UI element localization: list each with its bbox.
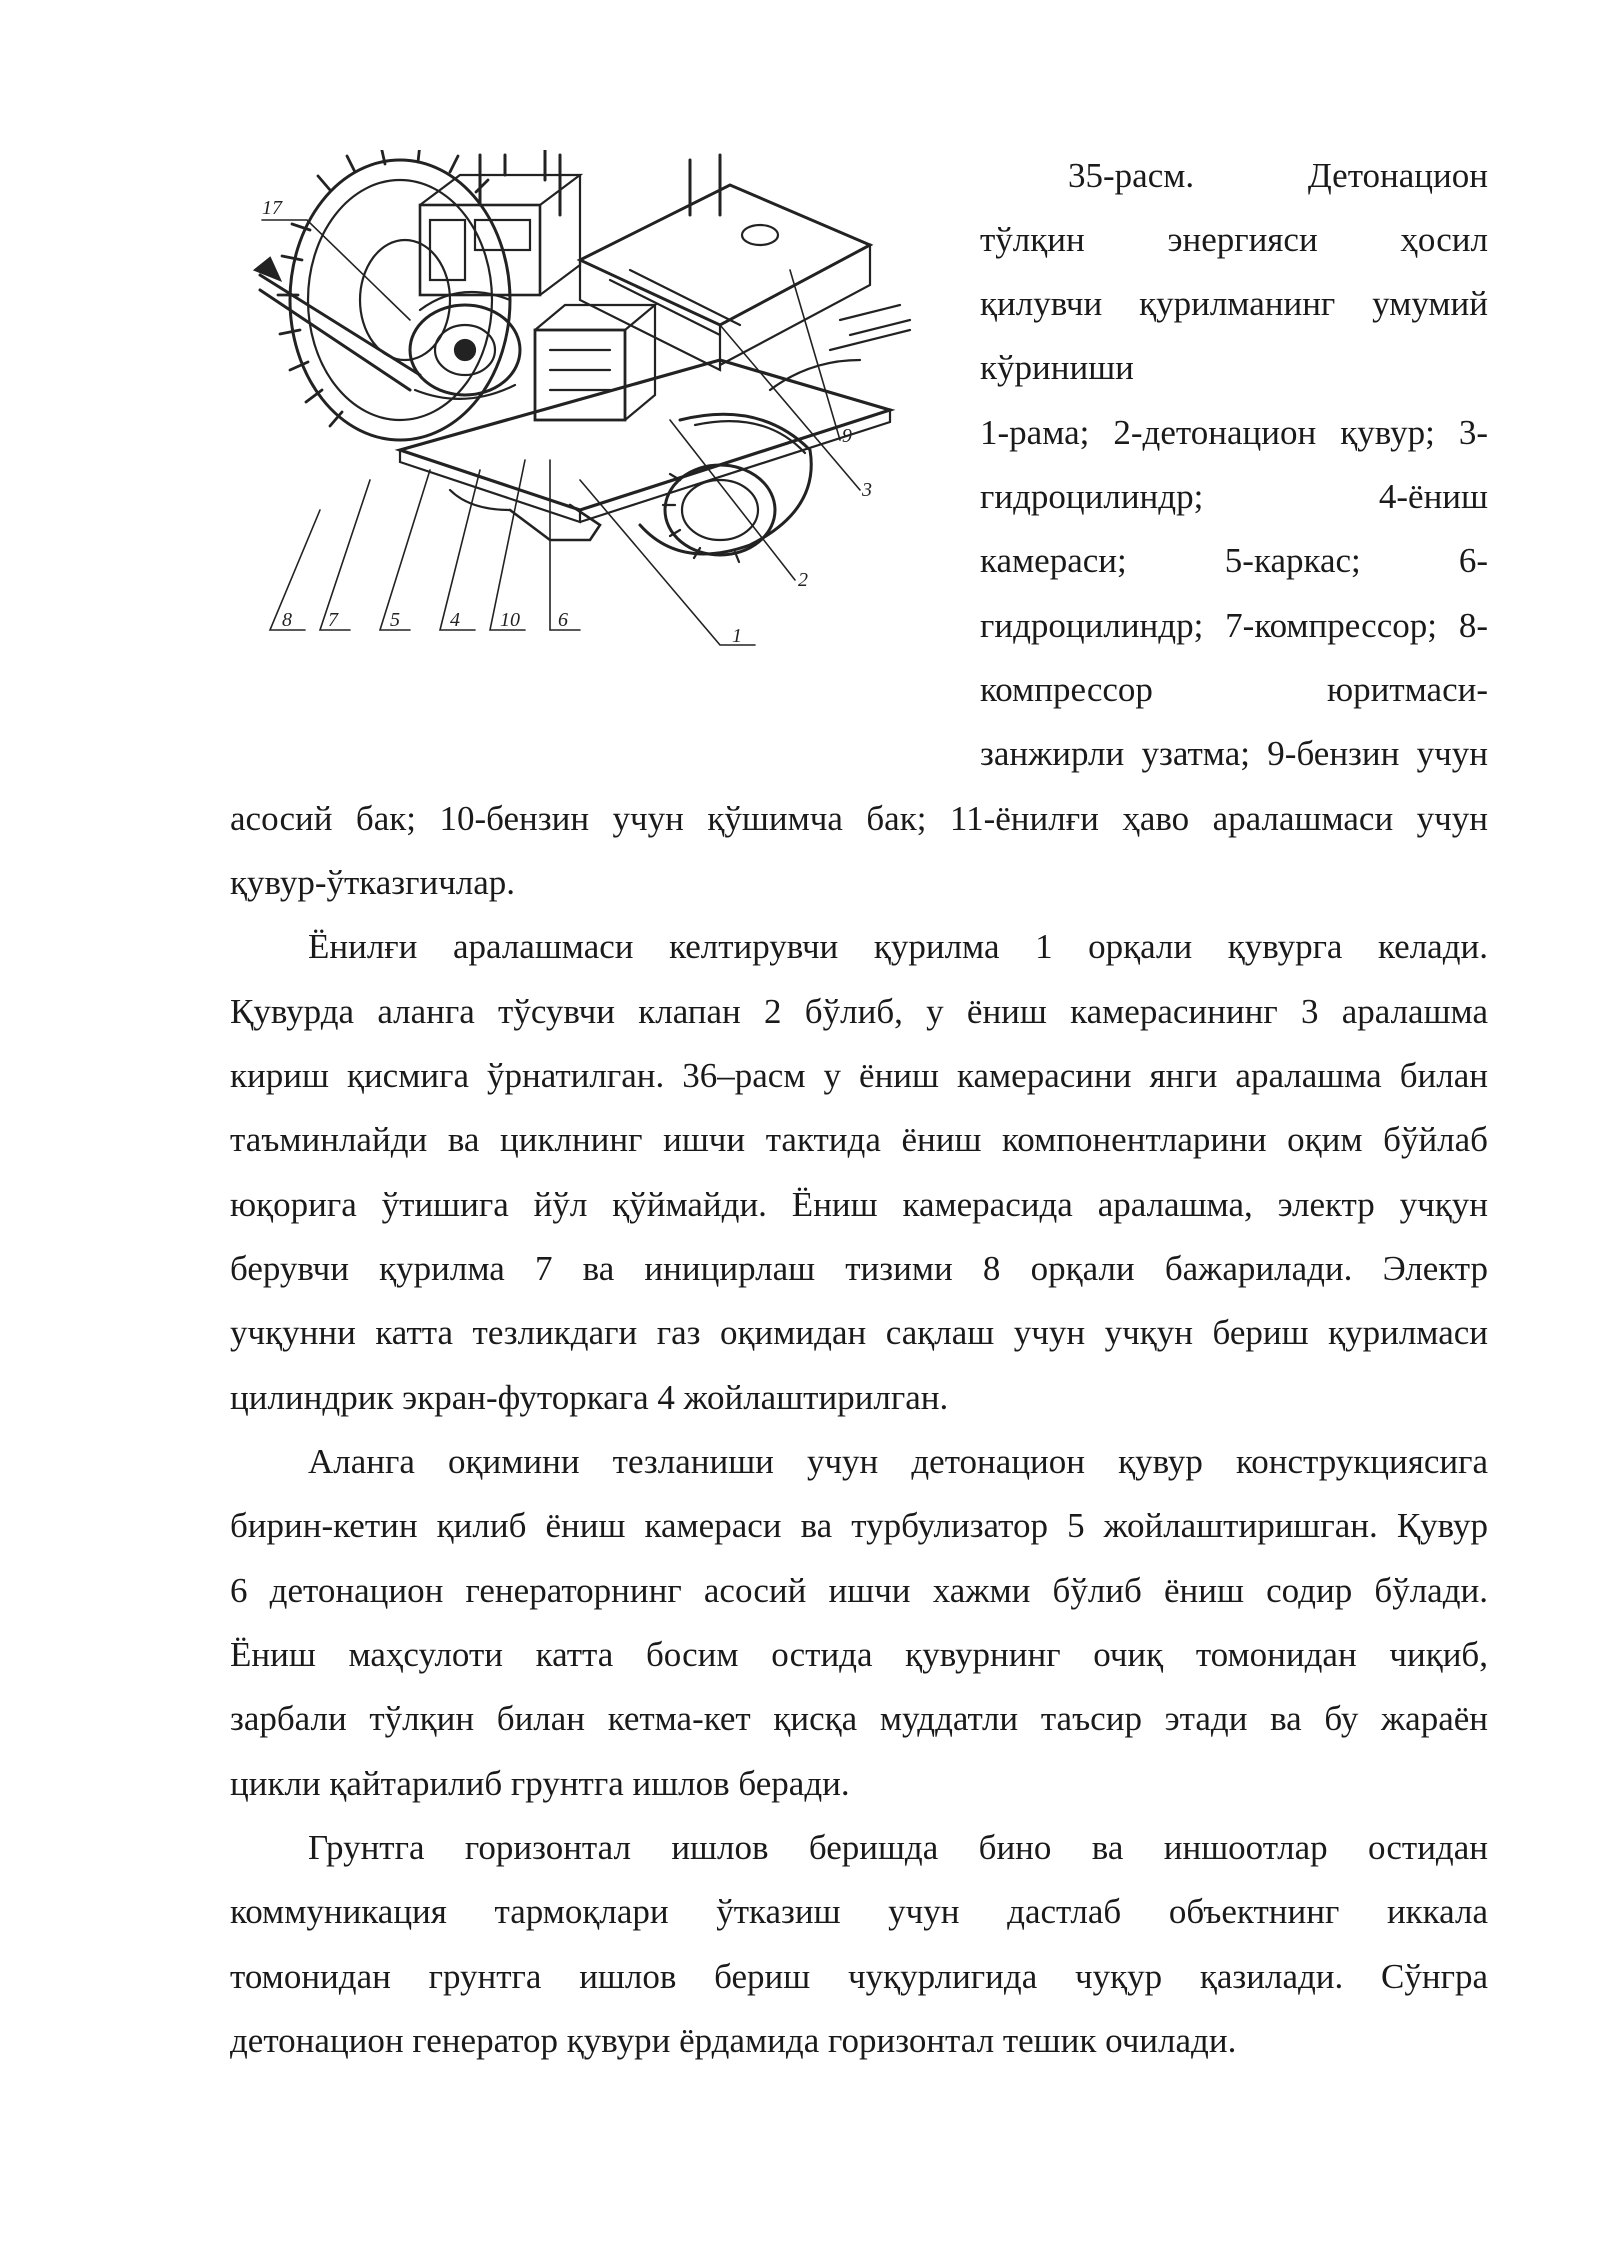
legend-line: асосий бак; 10-бензин учун қўшимча бак; 11-ёнилғи ҳаво аралашмаси учун bbox=[230, 799, 1488, 838]
callout-label: 8 bbox=[282, 609, 292, 631]
legend-line: 1-рама; 2-детонацион қувур; 3- bbox=[980, 413, 1488, 452]
figure-caption-line: кўриниши bbox=[980, 348, 1134, 387]
legend-line: гидроцилиндр; 4-ёниш bbox=[980, 477, 1488, 516]
machine-diagram-figure bbox=[250, 150, 950, 690]
legend-line: қувур-ўтказгичлар. bbox=[230, 863, 516, 902]
figure-caption-line: қилувчи қурилманинг умумий bbox=[980, 284, 1488, 323]
paragraph-line: цикли қайтарилиб грунтга ишлов беради. bbox=[230, 1764, 850, 1803]
paragraph-line: бирин-кетин қилиб ёниш камераси ва турбулизатор 5 жойлаштиришган. Қувур bbox=[230, 1506, 1488, 1545]
figure-caption-line: 35-расм. Детонацион bbox=[1068, 156, 1488, 195]
callout-label: 1 bbox=[732, 625, 742, 647]
paragraph-line: учқунни катта тезликдаги газ оқимидан сақлаш учун учқун бериш қурилмаси bbox=[230, 1313, 1488, 1352]
legend-line: камераси; 5-каркас; 6- bbox=[980, 541, 1488, 580]
paragraph-line: 6 детонацион генераторнинг асосий ишчи хажми бўлиб ёниш содир бўлади. bbox=[230, 1571, 1488, 1610]
paragraph-line: коммуникация тармоқлари ўтказиш учун дастлаб объектнинг иккала bbox=[230, 1892, 1488, 1931]
legend-line: гидроцилиндр; 7-компрессор; 8- bbox=[980, 606, 1488, 645]
callout-label: 6 bbox=[558, 609, 568, 631]
paragraph-line: юқорига ўтишига йўл қўймайди. Ёниш камерасида аралашма, электр учқун bbox=[230, 1185, 1488, 1224]
paragraph-line: Ёниш маҳсулоти катта босим остида қувурнинг очиқ томонидан чиқиб, bbox=[230, 1635, 1488, 1674]
paragraph-line: берувчи қурилма 7 ва иницирлаш тизими 8 орқали бажарилади. Электр bbox=[230, 1249, 1488, 1288]
callout-label: 5 bbox=[390, 609, 400, 631]
legend-line: компрессор юритмаси- bbox=[980, 670, 1488, 709]
callout-label: 2 bbox=[798, 569, 808, 591]
paragraph-line: цилиндрик экран-футоркага 4 жойлаштирилган. bbox=[230, 1378, 949, 1417]
figure-caption-line: тўлқин энергияси ҳосил bbox=[980, 220, 1488, 259]
callout-label: 10 bbox=[500, 609, 520, 631]
paragraph-line: Ёнилғи аралашмаси келтирувчи қурилма 1 орқали қувурга келади. bbox=[308, 927, 1488, 966]
callout-label: 7 bbox=[328, 609, 338, 631]
paragraph-line: Қувурда аланга тўсувчи клапан 2 бўлиб, у ёниш камерасининг 3 аралашма bbox=[230, 992, 1488, 1031]
callout-label: 17 bbox=[262, 197, 282, 219]
paragraph-line: таъминлайди ва циклнинг ишчи тактида ёниш компонентларини оқим бўйлаб bbox=[230, 1120, 1488, 1159]
paragraph-line: зарбали тўлқин билан кетма-кет қисқа муддатли таъсир этади ва бу жараён bbox=[230, 1699, 1488, 1738]
callout-label: 9 bbox=[842, 425, 852, 447]
paragraph-line: детонацион генератор қувури ёрдамида горизонтал тешик очилади. bbox=[230, 2021, 1237, 2060]
callout-label: 4 bbox=[450, 609, 460, 631]
legend-line: занжирли узатма; 9-бензин учун bbox=[980, 734, 1488, 773]
paragraph-line: Грунтга горизонтал ишлов беришда бино ва иншоотлар остидан bbox=[308, 1828, 1488, 1867]
paragraph-line: кириш қисмига ўрнатилган. 36–расм у ёниш камерасини янги аралашма билан bbox=[230, 1056, 1488, 1095]
detonation-device-drawing bbox=[250, 150, 950, 690]
paragraph-line: Аланга оқимини тезланиши учун детонацион қувур конструкциясига bbox=[308, 1442, 1488, 1481]
callout-label: 3 bbox=[862, 479, 872, 501]
paragraph-line: томонидан грунтга ишлов бериш чуқурлигида чуқур қазилади. Сўнгра bbox=[230, 1957, 1488, 1996]
